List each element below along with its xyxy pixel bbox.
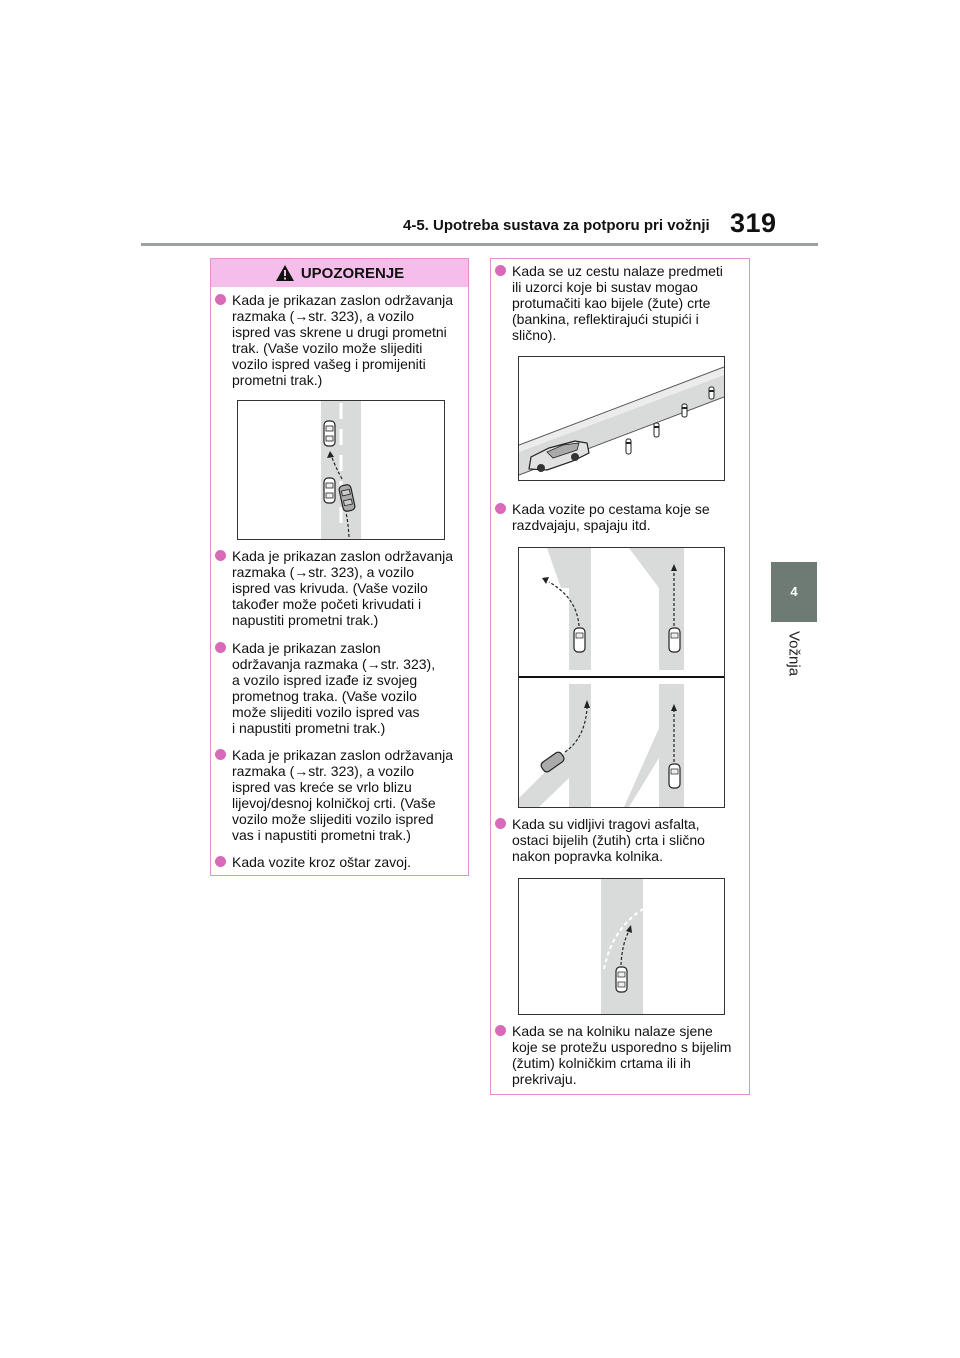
list-item-text: Kada je prikazan zaslon održavanja razmaka (→str. 323), a vozilo ispred izađe iz svojeg prometnog traka. (Vaše vozilo može slijediti vozilo ispred vas i napustiti prometni trak.) bbox=[232, 640, 436, 736]
list-item-text: Kada su vidljivi tragovi asfalta, ostaci bijelih (žutih) crta i slično nakon popravka kolnika. bbox=[512, 816, 705, 864]
warning-triangle-icon bbox=[275, 264, 295, 282]
reflector-post bbox=[709, 387, 714, 399]
bullet-dot-icon bbox=[495, 818, 506, 829]
list-item-text: Kada vozite po cestama koje se razdvajaju, spajaju itd. bbox=[512, 501, 710, 533]
header-divider bbox=[141, 243, 818, 246]
bullet-dot-icon bbox=[215, 749, 226, 760]
list-item-text: Kada je prikazan zaslon održavanja razmaka (→str. 323), a vozilo ispred vas kreće se vrlo blizu lijevoj/desnoj kolničkoj crti. (Vaše vozilo može slijediti vozilo ispred vas i napustiti prometni trak.) bbox=[232, 747, 454, 843]
car-icon bbox=[669, 764, 680, 788]
list-item-text: Kada je prikazan zaslon održavanja razmaka (→str. 323), a vozilo ispred vas skrene u drugi prometni trak. (Vaše vozilo može slijediti vozilo ispred vašeg i promijeniti prometni trak.) bbox=[232, 292, 454, 388]
list-item-text: Kada se na kolniku nalaze sjene koje se protežu usporedno s bijelim (žutim) kolničkim crtama ili ih prekrivaju. bbox=[512, 1023, 732, 1087]
chapter-tab[interactable] bbox=[771, 562, 817, 622]
bullet-dot-icon bbox=[215, 642, 226, 653]
roadside-posts-illustration bbox=[518, 356, 725, 481]
chapter-number: 4 bbox=[790, 584, 798, 599]
road-repair-illustration bbox=[518, 878, 725, 1015]
car-icon bbox=[669, 628, 680, 652]
car-icon bbox=[574, 628, 585, 652]
conditions-box bbox=[490, 258, 750, 1095]
reflector-post bbox=[682, 404, 687, 417]
section-title: 4-5. Upotreba sustava za potporu pri vožnji bbox=[403, 217, 710, 234]
bullet-dot-icon bbox=[495, 503, 506, 514]
list-item-text: Kada se uz cestu nalaze predmeti ili uzorci koje bi sustav mogao protumačiti kao bijele (žute) crte (bankina, reflektirajući stupići i slično). bbox=[512, 263, 723, 343]
car-icon bbox=[324, 478, 335, 503]
warning-header bbox=[211, 259, 468, 287]
bullet-dot-icon bbox=[215, 294, 226, 305]
lane-change-illustration bbox=[237, 400, 445, 540]
road-split-illustration bbox=[518, 547, 725, 808]
reflector-post bbox=[626, 439, 631, 454]
list-item-text: Kada vozite kroz oštar zavoj. bbox=[232, 854, 411, 870]
warning-title: UPOZORENJE bbox=[300, 264, 405, 282]
bullet-dot-icon bbox=[495, 265, 506, 276]
car-icon bbox=[616, 967, 627, 992]
page-number: 319 bbox=[730, 208, 777, 238]
chapter-label: Vožnja bbox=[785, 631, 803, 677]
bullet-dot-icon bbox=[215, 856, 226, 867]
bullet-dot-icon bbox=[215, 550, 226, 561]
reflector-post bbox=[654, 423, 659, 437]
bullet-dot-icon bbox=[495, 1025, 506, 1036]
list-item-text: Kada je prikazan zaslon održavanja razmaka (→str. 323), a vozilo ispred vas krivuda. (Vaše vozilo također može početi krivudati i napustiti prometni trak.) bbox=[232, 548, 454, 628]
car-icon bbox=[324, 421, 335, 446]
warning-box bbox=[210, 258, 469, 876]
